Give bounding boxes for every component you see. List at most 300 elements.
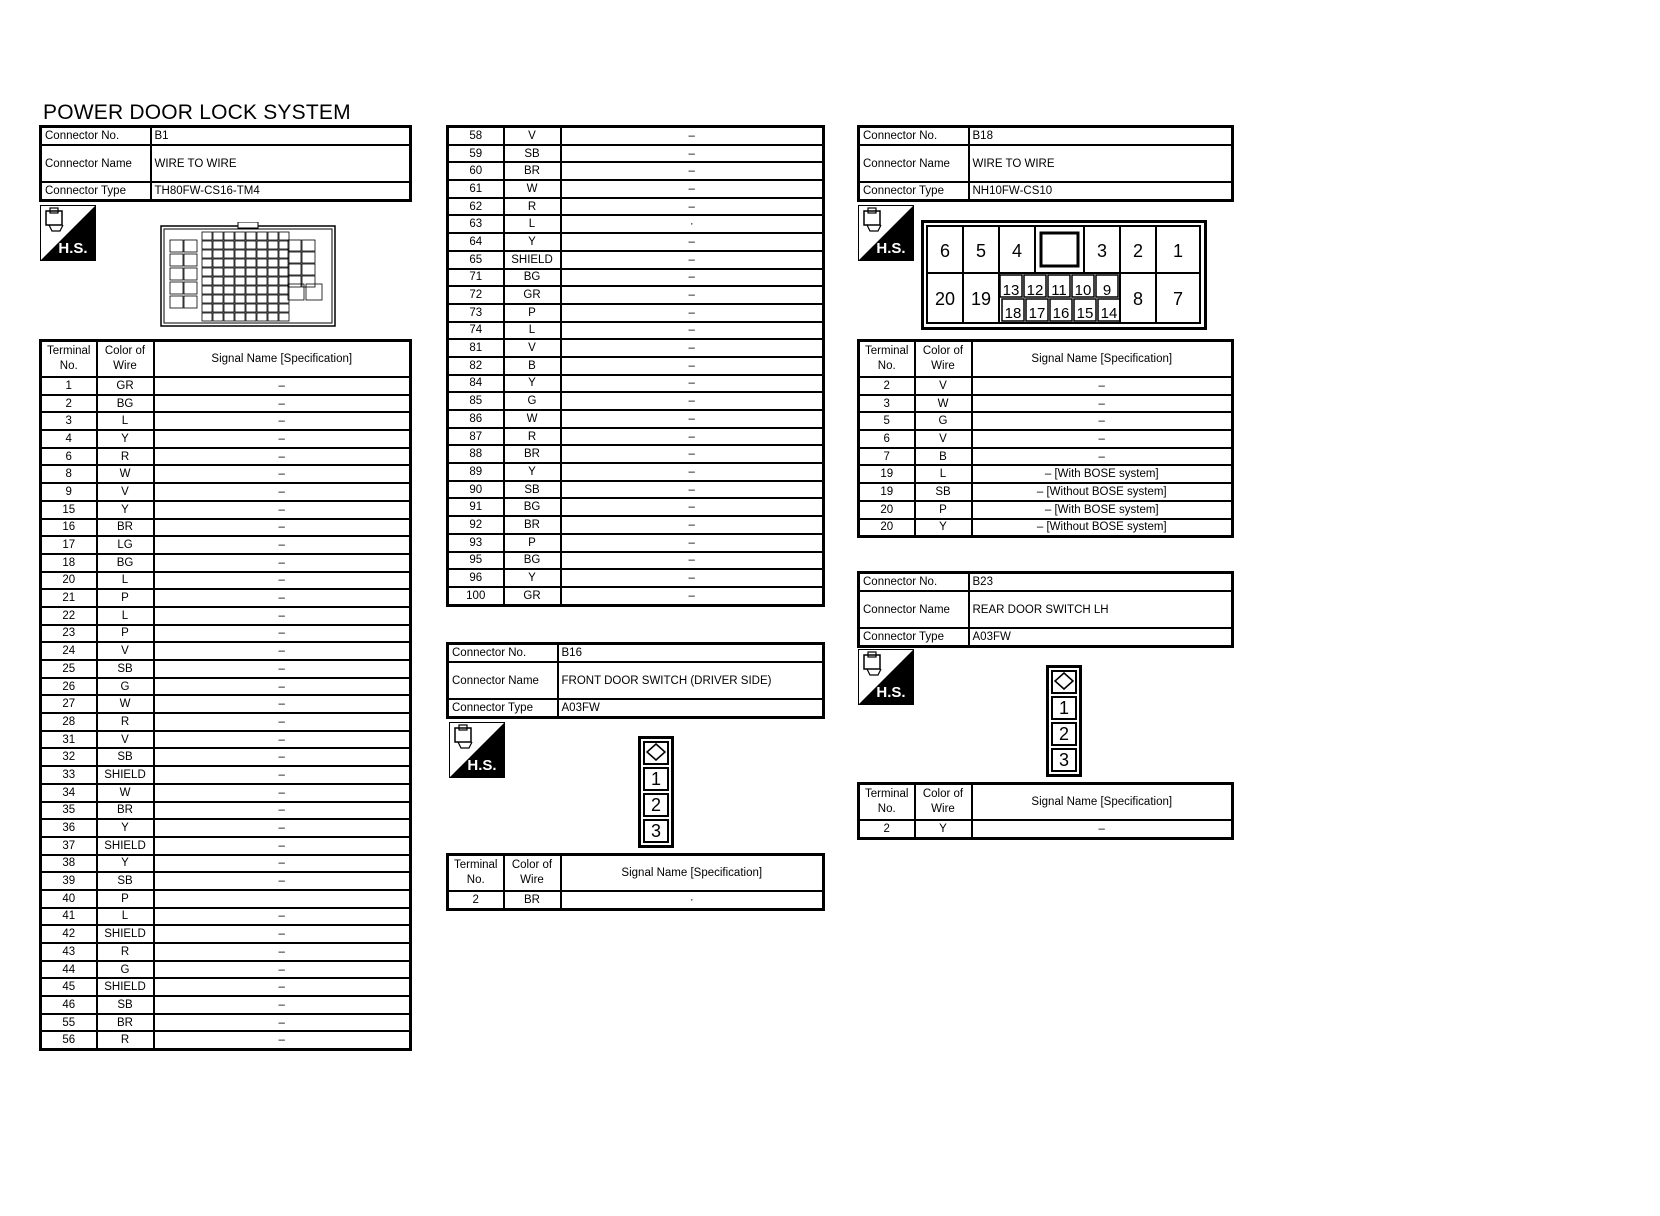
wire-color-cell: V xyxy=(504,339,561,357)
signal-name-cell: – xyxy=(154,1014,411,1032)
table-row xyxy=(448,891,824,909)
wire-color-cell: SHIELD xyxy=(97,978,154,996)
terminal-no-cell: 60 xyxy=(448,162,504,180)
table-row xyxy=(41,660,411,678)
wire-color-cell: SB xyxy=(915,483,972,501)
b16-rows xyxy=(448,891,824,909)
header-terminal-no: Terminal No. xyxy=(448,855,504,892)
b18-terminal-table xyxy=(857,339,1234,538)
b23-info-table xyxy=(857,571,1234,648)
signal-name-cell: – xyxy=(561,339,824,357)
signal-name-cell: – xyxy=(154,395,411,413)
table-row xyxy=(41,607,411,625)
b1-left-rows xyxy=(41,377,411,1050)
terminal-no-cell: 74 xyxy=(448,322,504,340)
signal-name-cell: – xyxy=(154,412,411,430)
signal-name-cell: – xyxy=(561,481,824,499)
terminal-no-cell: 56 xyxy=(41,1031,97,1049)
table-row xyxy=(41,855,411,873)
signal-name-cell: · xyxy=(561,891,824,909)
terminal-no-cell: 41 xyxy=(41,908,97,926)
b1-connector-diagram xyxy=(160,222,336,328)
table-row xyxy=(448,516,824,534)
switch-pin: 1 xyxy=(1051,696,1077,720)
signal-name-cell: – xyxy=(561,322,824,340)
table-row xyxy=(448,410,824,428)
terminal-no-cell: 35 xyxy=(41,802,97,820)
key-diamond-icon xyxy=(1051,670,1077,694)
table-row xyxy=(448,481,824,499)
b18-connector-diagram xyxy=(921,220,1207,330)
wire-color-cell: Y xyxy=(504,233,561,251)
table-row xyxy=(41,695,411,713)
terminal-no-cell: 9 xyxy=(41,483,97,501)
wire-color-cell: B xyxy=(915,448,972,466)
table-row xyxy=(448,587,824,605)
header-terminal-no: Terminal No. xyxy=(41,341,97,378)
hs-icon xyxy=(449,722,505,778)
terminal-no-cell: 45 xyxy=(41,978,97,996)
b18-pin-label: 18 xyxy=(1004,305,1022,322)
terminal-no-cell: 42 xyxy=(41,925,97,943)
signal-name-cell: – xyxy=(154,660,411,678)
terminal-no-cell: 87 xyxy=(448,428,504,446)
label-connector-name: Connector Name xyxy=(859,145,969,182)
label-connector-no: Connector No. xyxy=(859,573,969,592)
b1-connector-no: B1 xyxy=(151,127,411,146)
signal-name-cell: – xyxy=(561,534,824,552)
wire-color-cell: V xyxy=(504,127,561,145)
wire-color-cell: G xyxy=(97,678,154,696)
terminal-no-cell: 93 xyxy=(448,534,504,552)
wire-color-cell: B xyxy=(504,357,561,375)
header-color-of-wire: Color of Wire xyxy=(97,341,154,378)
table-row xyxy=(41,501,411,519)
table-row xyxy=(41,819,411,837)
terminal-no-cell: 7 xyxy=(859,448,915,466)
terminal-no-cell: 20 xyxy=(859,519,915,537)
signal-name-cell: – xyxy=(154,519,411,537)
table-row xyxy=(41,872,411,890)
wire-color-cell: W xyxy=(97,465,154,483)
signal-name-cell: – xyxy=(561,145,824,163)
terminal-no-cell: 92 xyxy=(448,516,504,534)
wire-color-cell: Y xyxy=(504,463,561,481)
wire-color-cell: V xyxy=(915,377,972,395)
hs-icon-label: H.S. xyxy=(876,240,906,257)
wire-color-cell: V xyxy=(97,483,154,501)
signal-name-cell: – xyxy=(561,410,824,428)
terminal-no-cell: 43 xyxy=(41,943,97,961)
table-row xyxy=(448,198,824,216)
signal-name-cell: – xyxy=(154,802,411,820)
terminal-no-cell: 44 xyxy=(41,961,97,979)
wire-color-cell: G xyxy=(504,392,561,410)
table-row xyxy=(41,766,411,784)
signal-name-cell: – xyxy=(154,377,411,395)
wire-color-cell: R xyxy=(97,713,154,731)
b18-pin-label: 10 xyxy=(1074,282,1092,299)
signal-name-cell: – xyxy=(561,569,824,587)
wire-color-cell: R xyxy=(504,198,561,216)
signal-name-cell: – xyxy=(154,925,411,943)
terminal-no-cell: 15 xyxy=(41,501,97,519)
wire-color-cell: L xyxy=(97,572,154,590)
b18-pin-label: 4 xyxy=(1011,241,1023,261)
table-row xyxy=(448,269,824,287)
signal-name-cell: – xyxy=(561,304,824,322)
signal-name-cell: – xyxy=(561,463,824,481)
wire-color-cell: P xyxy=(504,304,561,322)
terminal-no-cell: 2 xyxy=(41,395,97,413)
b1-section xyxy=(39,125,412,202)
terminal-no-cell: 1 xyxy=(41,377,97,395)
terminal-no-cell: 96 xyxy=(448,569,504,587)
wire-color-cell: W xyxy=(97,784,154,802)
signal-name-cell: – xyxy=(154,625,411,643)
table-row xyxy=(859,483,1233,501)
header-signal-name: Signal Name [Specification] xyxy=(972,341,1233,378)
table-row xyxy=(448,357,824,375)
table-row xyxy=(859,377,1233,395)
table-row xyxy=(41,996,411,1014)
table-row xyxy=(41,908,411,926)
terminal-no-cell: 89 xyxy=(448,463,504,481)
b18-connector-name: WIRE TO WIRE xyxy=(969,145,1233,182)
wire-color-cell: W xyxy=(504,180,561,198)
table-row xyxy=(41,713,411,731)
table-row xyxy=(41,572,411,590)
b18-pin-label: 16 xyxy=(1052,305,1070,322)
b1-terminal-table xyxy=(39,339,412,1051)
terminal-no-cell: 2 xyxy=(859,820,915,838)
table-row xyxy=(448,498,824,516)
header-color-of-wire: Color of Wire xyxy=(915,784,972,821)
wire-color-cell: SHIELD xyxy=(97,766,154,784)
table-row xyxy=(859,412,1233,430)
b23-switch-connector xyxy=(1046,665,1082,777)
wire-color-cell: GR xyxy=(504,286,561,304)
wire-color-cell: SHIELD xyxy=(97,837,154,855)
table-row xyxy=(41,377,411,395)
signal-name-cell: – xyxy=(561,162,824,180)
wire-color-cell: P xyxy=(915,501,972,519)
wire-color-cell: SB xyxy=(97,872,154,890)
terminal-no-cell: 6 xyxy=(859,430,915,448)
terminal-no-cell: 2 xyxy=(448,891,504,909)
signal-name-cell: – xyxy=(154,465,411,483)
signal-name-cell: – xyxy=(561,286,824,304)
terminal-no-cell: 28 xyxy=(41,713,97,731)
signal-name-cell: – xyxy=(561,127,824,145)
table-row xyxy=(41,625,411,643)
signal-name-cell: – xyxy=(561,392,824,410)
terminal-no-cell: 16 xyxy=(41,519,97,537)
terminal-no-cell: 5 xyxy=(859,412,915,430)
label-connector-type: Connector Type xyxy=(41,182,151,201)
b18-pin-label: 19 xyxy=(970,289,992,309)
terminal-no-cell: 63 xyxy=(448,215,504,233)
table-row xyxy=(41,943,411,961)
terminal-no-cell: 31 xyxy=(41,731,97,749)
signal-name-cell: – xyxy=(154,589,411,607)
wire-color-cell: W xyxy=(915,395,972,413)
terminal-no-cell: 62 xyxy=(448,198,504,216)
b18-pin-label: 7 xyxy=(1172,289,1184,309)
table-row xyxy=(41,802,411,820)
terminal-no-cell: 23 xyxy=(41,625,97,643)
table-row xyxy=(448,534,824,552)
b16-terminal-table xyxy=(446,853,825,911)
wire-color-cell: SB xyxy=(504,481,561,499)
header-signal-name: Signal Name [Specification] xyxy=(972,784,1233,821)
signal-name-cell: – xyxy=(154,784,411,802)
signal-name-cell: – xyxy=(561,180,824,198)
b23-rows xyxy=(859,820,1233,838)
page-title: POWER DOOR LOCK SYSTEM xyxy=(43,101,351,124)
terminal-no-cell: 38 xyxy=(41,855,97,873)
table-row xyxy=(41,731,411,749)
b1-right-rows xyxy=(448,127,824,606)
wire-color-cell: P xyxy=(97,589,154,607)
wire-color-cell: Y xyxy=(504,569,561,587)
table-row xyxy=(41,978,411,996)
signal-name-cell: – xyxy=(154,448,411,466)
wire-color-cell: BG xyxy=(504,552,561,570)
signal-name-cell: – xyxy=(154,748,411,766)
table-row xyxy=(448,304,824,322)
signal-name-cell: · xyxy=(561,215,824,233)
terminal-no-cell: 37 xyxy=(41,837,97,855)
table-row xyxy=(448,251,824,269)
table-row xyxy=(448,127,824,145)
terminal-no-cell: 58 xyxy=(448,127,504,145)
b18-pin-label: 12 xyxy=(1026,282,1044,299)
wire-color-cell: W xyxy=(504,410,561,428)
b18-info-table xyxy=(857,125,1234,202)
label-connector-type: Connector Type xyxy=(859,182,969,201)
switch-pin: 2 xyxy=(1051,722,1077,746)
signal-name-cell: – xyxy=(154,430,411,448)
wire-color-cell: BG xyxy=(504,498,561,516)
hs-icon-label: H.S. xyxy=(58,240,88,257)
signal-name-cell: – xyxy=(972,412,1233,430)
b18-pin-label: 2 xyxy=(1132,241,1144,261)
b18-pin-label: 14 xyxy=(1100,305,1118,322)
label-connector-name: Connector Name xyxy=(41,145,151,182)
signal-name-cell: – xyxy=(154,713,411,731)
signal-name-cell: – xyxy=(561,428,824,446)
wire-color-cell: GR xyxy=(97,377,154,395)
terminal-no-cell: 18 xyxy=(41,554,97,572)
label-connector-type: Connector Type xyxy=(448,699,558,718)
table-row xyxy=(448,445,824,463)
wire-color-cell: L xyxy=(915,465,972,483)
terminal-no-cell: 39 xyxy=(41,872,97,890)
terminal-no-cell: 61 xyxy=(448,180,504,198)
signal-name-cell: – xyxy=(154,607,411,625)
terminal-no-cell: 40 xyxy=(41,890,97,908)
b23-terminal-table xyxy=(857,782,1234,840)
table-row xyxy=(41,642,411,660)
table-row xyxy=(448,463,824,481)
b18-connector-type: NH10FW-CS10 xyxy=(969,182,1233,201)
terminal-no-cell: 20 xyxy=(859,501,915,519)
wire-color-cell: Y xyxy=(97,855,154,873)
signal-name-cell: – [Without BOSE system] xyxy=(972,519,1233,537)
label-connector-type: Connector Type xyxy=(859,628,969,647)
signal-name-cell: – xyxy=(972,448,1233,466)
terminal-no-cell: 85 xyxy=(448,392,504,410)
table-row xyxy=(859,430,1233,448)
terminal-no-cell: 6 xyxy=(41,448,97,466)
table-row xyxy=(41,412,411,430)
table-row xyxy=(41,465,411,483)
table-row xyxy=(41,430,411,448)
b16-connector-name: FRONT DOOR SWITCH (DRIVER SIDE) xyxy=(558,662,824,699)
terminal-no-cell: 86 xyxy=(448,410,504,428)
terminal-no-cell: 46 xyxy=(41,996,97,1014)
wire-color-cell: Y xyxy=(915,519,972,537)
terminal-no-cell: 26 xyxy=(41,678,97,696)
wire-color-cell: R xyxy=(97,448,154,466)
terminal-no-cell: 19 xyxy=(859,465,915,483)
wire-color-cell: BG xyxy=(97,554,154,572)
b23-connector-name: REAR DOOR SWITCH LH xyxy=(969,591,1233,628)
table-row xyxy=(41,784,411,802)
signal-name-cell: – xyxy=(561,375,824,393)
signal-name-cell: – [With BOSE system] xyxy=(972,501,1233,519)
signal-name-cell: – xyxy=(154,819,411,837)
table-row xyxy=(448,215,824,233)
wire-color-cell: BR xyxy=(97,802,154,820)
wire-color-cell: BR xyxy=(504,162,561,180)
wire-color-cell: SHIELD xyxy=(97,925,154,943)
wire-color-cell: L xyxy=(504,322,561,340)
b18-pin-label: 9 xyxy=(1102,282,1112,299)
table-row xyxy=(41,536,411,554)
table-row xyxy=(859,448,1233,466)
b18-pin-label: 6 xyxy=(939,241,951,261)
hs-icon-label: H.S. xyxy=(467,757,497,774)
terminal-no-cell: 81 xyxy=(448,339,504,357)
table-row xyxy=(41,554,411,572)
signal-name-cell: – xyxy=(561,498,824,516)
wire-color-cell: BG xyxy=(504,269,561,287)
key-diamond-icon xyxy=(643,741,669,765)
signal-name-cell: – xyxy=(972,430,1233,448)
signal-name-cell: – xyxy=(154,1031,411,1049)
table-row xyxy=(41,678,411,696)
terminal-no-cell: 65 xyxy=(448,251,504,269)
terminal-no-cell: 2 xyxy=(859,377,915,395)
terminal-no-cell: 21 xyxy=(41,589,97,607)
table-row xyxy=(41,519,411,537)
b18-section xyxy=(857,125,1234,202)
wire-color-cell: L xyxy=(504,215,561,233)
table-row xyxy=(448,180,824,198)
b18-pin-label: 1 xyxy=(1172,241,1184,261)
b1-connector-type: TH80FW-CS16-TM4 xyxy=(151,182,411,201)
signal-name-cell: – xyxy=(154,483,411,501)
terminal-no-cell: 8 xyxy=(41,465,97,483)
label-connector-name: Connector Name xyxy=(448,662,558,699)
signal-name-cell: – xyxy=(154,837,411,855)
signal-name-cell: – xyxy=(154,978,411,996)
terminal-no-cell: 17 xyxy=(41,536,97,554)
header-terminal-no: Terminal No. xyxy=(859,341,915,378)
table-row xyxy=(41,837,411,855)
table-row xyxy=(448,286,824,304)
signal-name-cell: – xyxy=(154,855,411,873)
signal-name-cell: – xyxy=(154,766,411,784)
wire-color-cell: Y xyxy=(97,819,154,837)
terminal-no-cell: 84 xyxy=(448,375,504,393)
table-row xyxy=(448,552,824,570)
terminal-no-cell: 3 xyxy=(41,412,97,430)
terminal-no-cell: 34 xyxy=(41,784,97,802)
header-terminal-no: Terminal No. xyxy=(859,784,915,821)
label-connector-no: Connector No. xyxy=(448,644,558,663)
wire-color-cell: SHIELD xyxy=(504,251,561,269)
signal-name-cell: – xyxy=(154,554,411,572)
table-row xyxy=(859,395,1233,413)
table-row xyxy=(448,339,824,357)
header-color-of-wire: Color of Wire xyxy=(915,341,972,378)
wire-color-cell: Y xyxy=(504,375,561,393)
wire-color-cell: L xyxy=(97,607,154,625)
table-row xyxy=(448,392,824,410)
hs-icon xyxy=(858,205,914,261)
b18-pin-label: 15 xyxy=(1076,305,1094,322)
wire-color-cell: BR xyxy=(97,1014,154,1032)
b18-pin-label: 20 xyxy=(934,289,956,309)
terminal-no-cell: 82 xyxy=(448,357,504,375)
table-row xyxy=(448,233,824,251)
terminal-no-cell: 3 xyxy=(859,395,915,413)
wire-color-cell: V xyxy=(97,642,154,660)
wire-color-cell: BR xyxy=(504,516,561,534)
table-row xyxy=(859,465,1233,483)
signal-name-cell: – xyxy=(972,377,1233,395)
signal-name-cell: – xyxy=(154,908,411,926)
hs-icon xyxy=(40,205,96,261)
terminal-no-cell: 90 xyxy=(448,481,504,499)
switch-pin: 3 xyxy=(643,819,669,843)
wire-color-cell: R xyxy=(97,1031,154,1049)
label-connector-name: Connector Name xyxy=(859,591,969,628)
b18-pin-label: 17 xyxy=(1028,305,1046,322)
table-row xyxy=(859,820,1233,838)
b16-section xyxy=(446,642,825,719)
table-row xyxy=(41,589,411,607)
table-row xyxy=(41,748,411,766)
wire-color-cell: P xyxy=(97,890,154,908)
table-row xyxy=(41,483,411,501)
table-row xyxy=(448,162,824,180)
b18-pin-label: 11 xyxy=(1051,282,1067,299)
b16-info-table xyxy=(446,642,825,719)
signal-name-cell: – xyxy=(561,552,824,570)
terminal-no-cell: 19 xyxy=(859,483,915,501)
b23-connector-no: B23 xyxy=(969,573,1233,592)
signal-name-cell: – xyxy=(154,961,411,979)
label-connector-no: Connector No. xyxy=(859,127,969,146)
table-row xyxy=(859,519,1233,537)
signal-name-cell: – xyxy=(154,695,411,713)
wire-color-cell: V xyxy=(97,731,154,749)
table-row xyxy=(859,501,1233,519)
